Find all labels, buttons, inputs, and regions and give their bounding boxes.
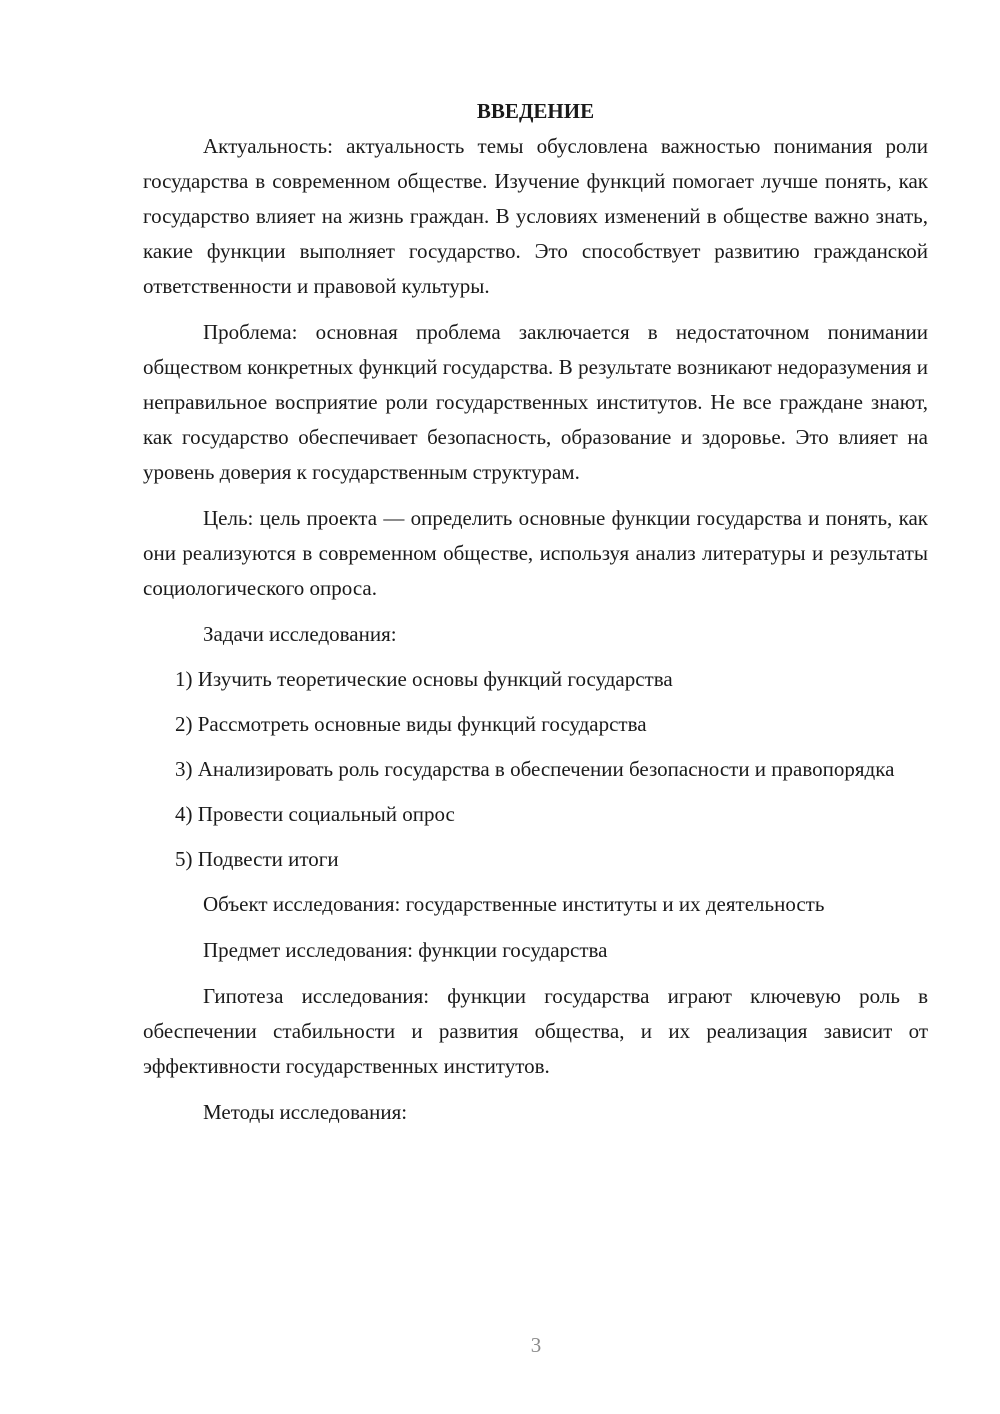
list-item: 4) Провести социальный опрос (175, 802, 455, 826)
page-title: ВВЕДЕНИЕ (476, 99, 595, 123)
list-item: 5) Подвести итоги (175, 847, 339, 871)
list-item: 3) Анализировать роль государства в обеспечении безопасности и правопорядка (175, 757, 895, 781)
paragraph-relevance: Актуальность: актуальность темы обусловлена важностью понимания роли государства в современном обществе. Изучение функций помогает лучше понять, как государство влияет на жизнь граждан. В условиях изменений в обществе важно знать, какие функции выполняет государство. Это способствует развитию гражданской ответственности и правовой культуры. (143, 134, 928, 298)
paragraph-hypothesis: Гипотеза исследования: функции государства играют ключевую роль в обеспечении стабильности и развития общества, и их реализация зависит от эффективности государственных институтов. (143, 984, 928, 1078)
list-item: 2) Рассмотреть основные виды функций государства (175, 712, 647, 736)
paragraph-goal: Цель: цель проекта — определить основные функции государства и понять, как они реализуются в современном обществе, используя анализ литературы и результаты социологического опроса. (143, 506, 928, 600)
paragraph-object: Объект исследования: государственные институты и их деятельность (203, 892, 825, 916)
paragraph-subject: Предмет исследования: функции государства (203, 938, 608, 962)
page-number: 3 (530, 1333, 542, 1357)
paragraph-problem: Проблема: основная проблема заключается в недостаточном понимании обществом конкретных функций государства. В результате возникают недоразумения и неправильное восприятие роли государственных институтов. Не все граждане знают, как государство обеспечивает безопасность, образование и здоровье. Это влияет на уровень доверия к государственным структурам. (143, 320, 928, 484)
paragraph-methods: Методы исследования: (203, 1100, 408, 1124)
paragraph-tasks-heading: Задачи исследования: (203, 622, 397, 646)
document-page (143, 94, 928, 1141)
tasks-list (143, 662, 928, 877)
list-item: 1) Изучить теоретические основы функций государства (175, 667, 673, 691)
